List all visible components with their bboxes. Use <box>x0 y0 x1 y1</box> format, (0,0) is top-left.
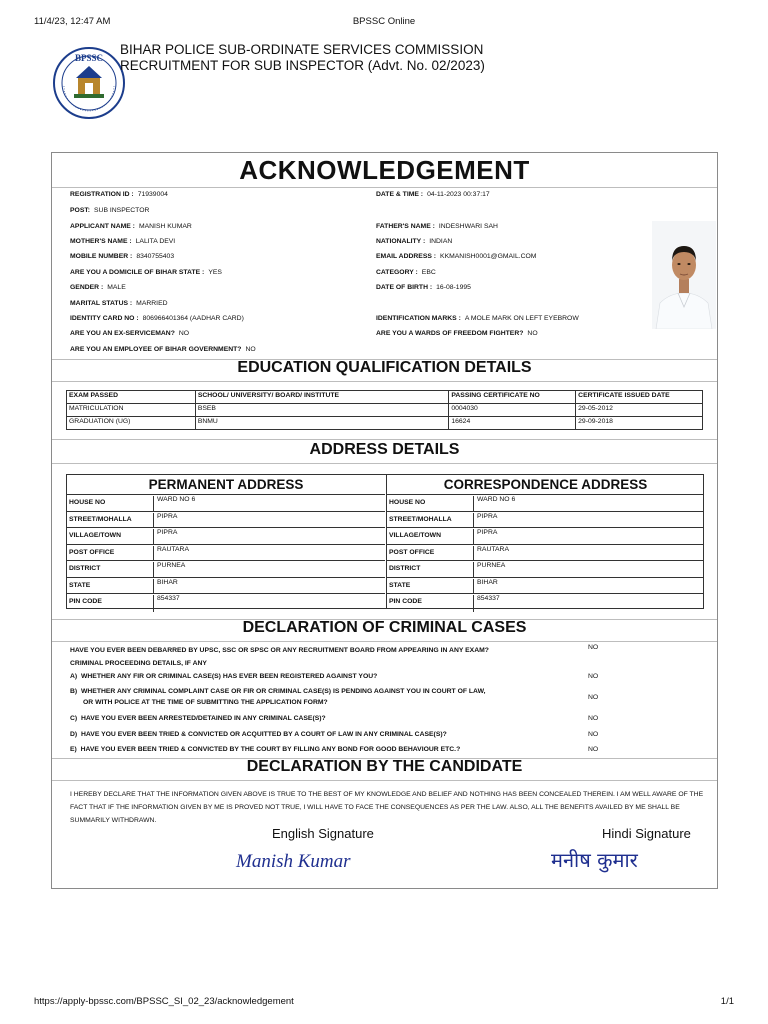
table-row <box>67 417 703 430</box>
criminal-answer: NO <box>588 694 599 701</box>
table-cell: 0004030 <box>449 404 576 417</box>
table-row <box>67 404 703 417</box>
debarred-question: HAVE YOU EVER BEEN DEBARRED BY UPSC, SSC OR SPSC OR ANY RECRUITMENT BOARD FROM APPEARING IN ANY EXAM? <box>70 647 489 654</box>
table-cell: BSEB <box>195 404 449 417</box>
address-row: PIN CODE 854337 <box>387 594 704 611</box>
email-address: EMAIL ADDRESS : KKMANISH0001@GMAIL.COM <box>376 253 537 260</box>
category: CATEGORY : EBC <box>376 269 436 276</box>
criminal-item-continuation: OR WITH POLICE AT THE TIME OF SUBMITTING THE APPLICATION FORM? <box>83 699 328 706</box>
column-header: SCHOOL/ UNIVERSITY/ BOARD/ INSTITUTE <box>195 391 449 404</box>
identification-marks: IDENTIFICATION MARKS : A MOLE MARK ON LEFT EYEBROW <box>376 315 579 322</box>
address-row: VILLAGE/TOWN PIPRA <box>387 528 704 545</box>
permanent-address <box>67 475 385 608</box>
freedom-fighter: ARE YOU A WARDS OF FREEDOM FIGHTER? NO <box>376 330 538 337</box>
criminal-item: E) HAVE YOU EVER BEEN TRIED & CONVICTED BY THE COURT BY FILLING ANY BOND FOR GOOD BEHAVIOUR ETC.? <box>70 746 461 753</box>
domicile: ARE YOU A DOMICILE OF BIHAR STATE : YES <box>70 269 222 276</box>
bihar-employee: ARE YOU AN EMPLOYEE OF BIHAR GOVERNMENT? NO <box>70 346 256 353</box>
criminal-answer: NO <box>588 746 599 753</box>
print-footer <box>0 996 768 1010</box>
english-signature-label: English Signature <box>272 826 374 841</box>
table-cell: BNMU <box>195 417 449 430</box>
marital-status: MARITAL STATUS : MARRIED <box>70 300 168 307</box>
post: POST: SUB INSPECTOR <box>70 207 150 214</box>
address-row: HOUSE NO WARD NO 6 <box>67 495 385 512</box>
nationality: NATIONALITY : INDIAN <box>376 238 453 245</box>
recruitment-title: RECRUITMENT FOR SUB INSPECTOR (Advt. No. 02/2023) <box>120 58 485 73</box>
education-title: EDUCATION QUALIFICATION DETAILS <box>237 359 532 376</box>
address-row: DISTRICT PURNEA <box>67 561 385 578</box>
org-heading <box>120 42 485 74</box>
criminal-title: DECLARATION OF CRIMINAL CASES <box>242 619 527 636</box>
table-cell: 29-09-2018 <box>576 417 703 430</box>
divider <box>52 187 717 188</box>
hindi-signature-label: Hindi Signature <box>602 826 691 841</box>
page-number: 1/1 <box>720 996 734 1007</box>
print-header <box>0 16 768 30</box>
correspondence-address <box>386 475 704 608</box>
english-signature-text: Manish Kumar <box>236 851 351 872</box>
candidate-declaration-title: DECLARATION BY THE CANDIDATE <box>246 758 523 775</box>
column-header: EXAM PASSED <box>67 391 196 404</box>
table-header-row <box>67 391 703 404</box>
address-row: STREET/MOHALLA PIPRA <box>387 512 704 529</box>
criminal-answer: NO <box>588 731 599 738</box>
debarred-answer: NO <box>588 644 599 651</box>
print-page-title: BPSSC Online <box>352 16 416 27</box>
address-row: POST OFFICE RAUTARA <box>67 545 385 562</box>
address-row: HOUSE NO WARD NO 6 <box>387 495 704 512</box>
ex-serviceman: ARE YOU AN EX-SERVICEMAN? NO <box>70 330 190 337</box>
gender: GENDER : MALE <box>70 284 126 291</box>
bpssc-logo <box>52 46 126 120</box>
address-row: STATE BIHAR <box>387 578 704 595</box>
proceeding-label: CRIMINAL PROCEEDING DETAILS, IF ANY <box>70 660 207 667</box>
logo-text: BPSSC <box>74 53 104 63</box>
address-row: PIN CODE 854337 <box>67 594 385 611</box>
applicant-name: APPLICANT NAME : MANISH KUMAR <box>70 223 192 230</box>
column-header: CERTIFICATE ISSUED DATE <box>576 391 703 404</box>
divider <box>52 463 717 464</box>
divider <box>52 780 717 781</box>
table-cell: 29-05-2012 <box>576 404 703 417</box>
table-cell: MATRICULATION <box>67 404 196 417</box>
applicant-photo <box>652 221 716 329</box>
table-cell: 16624 <box>449 417 576 430</box>
correspondence-address-title: CORRESPONDENCE ADDRESS <box>387 475 704 495</box>
permanent-address-title: PERMANENT ADDRESS <box>67 475 385 495</box>
table-cell: GRADUATION (UG) <box>67 417 196 430</box>
criminal-item: C) HAVE YOU EVER BEEN ARRESTED/DETAINED IN ANY CRIMINAL CASE(S)? <box>70 715 326 722</box>
address-row: STATE BIHAR <box>67 578 385 595</box>
declaration-text: I HEREBY DECLARE THAT THE INFORMATION GIVEN ABOVE IS TRUE TO THE BEST OF MY KNOWLEDGE AND BELIEF AND NOTHING HAS BEEN CONCEALED THEREIN. I AM WELL AWARE OF THE FACT THAT IF THE INFORMATION GIVEN BY ME IS PROVED NOT TRUE, I WILL HAVE TO FACE THE CONSEQUENCES AS PER THE LAW. ALSO, ALL THE BENEFITS AVAILED BY ME SHALL BE SUMMARILY WITHDRAWN. <box>70 791 704 824</box>
education-table <box>66 390 703 430</box>
address-row: DISTRICT PURNEA <box>387 561 704 578</box>
hindi-signature-text: मनीष कुमार <box>551 848 638 872</box>
registration-id: REGISTRATION ID : 71939004 <box>70 191 168 198</box>
english-signature <box>232 845 392 879</box>
hindi-signature <box>547 843 707 881</box>
page-url: https://apply-bpssc.com/BPSSC_SI_02_23/acknowledgement <box>34 996 294 1007</box>
address-title: ADDRESS DETAILS <box>309 441 460 458</box>
date-time: DATE & TIME : 04-11-2023 00:37:17 <box>376 191 490 198</box>
mother-name: MOTHER'S NAME : LALITA DEVI <box>70 238 176 245</box>
address-row: POST OFFICE RAUTARA <box>387 545 704 562</box>
column-header: PASSING CERTIFICATE NO <box>449 391 576 404</box>
org-name: BIHAR POLICE SUB-ORDINATE SERVICES COMMISSION <box>120 42 484 57</box>
father-name: FATHER'S NAME : INDESHWARI SAH <box>376 223 498 230</box>
divider <box>52 641 717 642</box>
criminal-answer: NO <box>588 715 599 722</box>
criminal-item: D) HAVE YOU EVER BEEN TRIED & CONVICTED OR ACQUITTED BY A COURT OF LAW IN ANY CRIMINAL CASE(S)? <box>70 731 447 738</box>
criminal-item: B) WHETHER ANY CRIMINAL COMPLAINT CASE OR FIR OR CRIMINAL CASE(S) IS PENDING AGAINST YOU IN COURT OF LAW, <box>70 688 486 695</box>
print-date: 11/4/23, 12:47 AM <box>34 16 111 27</box>
criminal-item: A) WHETHER ANY FIR OR CRIMINAL CASE(S) HAS EVER BEEN REGISTERED AGAINST YOU? <box>70 673 378 680</box>
address-row: STREET/MOHALLA PIPRA <box>67 512 385 529</box>
address-table <box>66 474 704 609</box>
mobile-number: MOBILE NUMBER : 8340755403 <box>70 253 175 260</box>
acknowledgement-form <box>51 152 718 889</box>
divider <box>52 439 717 440</box>
divider <box>52 381 717 382</box>
acknowledgement-title: ACKNOWLEDGEMENT <box>239 155 530 185</box>
address-row: VILLAGE/TOWN PIPRA <box>67 528 385 545</box>
criminal-answer: NO <box>588 673 599 680</box>
date-of-birth: DATE OF BIRTH : 16-08-1995 <box>376 284 471 291</box>
identity-card: IDENTITY CARD NO : 806966401364 (AADHAR CARD) <box>70 315 244 322</box>
